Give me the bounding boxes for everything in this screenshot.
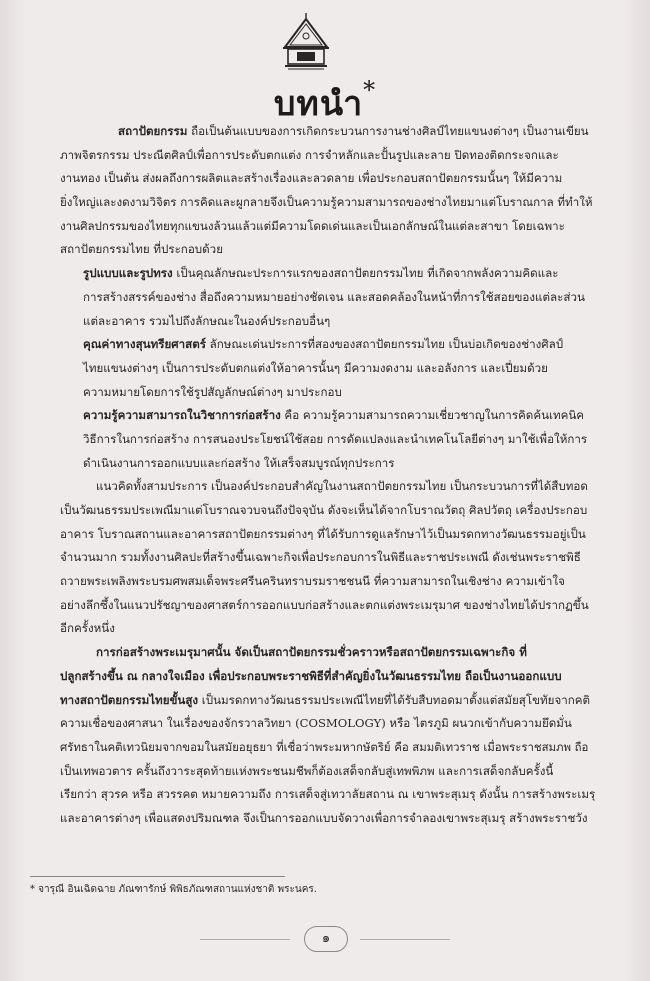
line-text: จำนวนมาก รวมทั้งงานศิลปะที่สร้างขึ้นเฉพาะกิจเพื่อประกอบการในพิธีและราชประเพณี ดังเช่นพระราชพิธี xyxy=(60,550,581,565)
line-text: อีกครั้งหนึ่ง xyxy=(60,621,115,636)
line-text: ถวายพระเพลิงพระบรมศพสมเด็จพระศรีนครินทราบรมราชชนนี ที่ความสามารถในเชิงช่าง ความเข้าใจ xyxy=(60,574,565,589)
line-text: ลักษณะเด่นประการที่สองของสถาปัตยกรรมไทย เป็นบ่อเกิดของช่างศิลป์ xyxy=(205,337,564,352)
bold-term: คุณค่าทางสุนทรียศาสตร์ xyxy=(83,337,206,352)
line-text: เรียกว่า สุวรค หรือ สวรรคต หมายความถึง การเสด็จสู่เทวาลัยสถาน ณ เขาพระสุเมรุ ดังนั้น การสร้างพระเมรุ xyxy=(60,787,595,802)
text-line xyxy=(60,712,595,736)
text-line xyxy=(60,167,595,191)
body-text xyxy=(60,120,595,831)
text-line xyxy=(60,381,595,405)
line-text: สถาปัตยกรรมไทย ที่ประกอบด้วย xyxy=(60,242,223,257)
text-line xyxy=(60,428,595,452)
text-line xyxy=(60,617,595,641)
text-line xyxy=(60,120,595,144)
ornament-line-left xyxy=(200,939,290,940)
text-line xyxy=(60,333,595,357)
line-text: เป็นมรดกทางวัฒนธรรมประเพณีไทยที่ได้รับสืบทอดมาตั้งแต่สมัยสุโขทัยจากคติ xyxy=(198,692,591,707)
text-line xyxy=(60,783,595,807)
page-number: ๑ xyxy=(304,926,348,952)
text-line xyxy=(60,452,595,476)
line-text: ไทยแขนงต่างๆ เป็นการประดับตกแต่งให้อาคารนั้นๆ มีความงดงาม และอลังการ และเปี่ยมด้วย xyxy=(83,360,548,375)
line-text: แต่ละอาคาร รวมไปถึงลักษณะในองค์ประกอบอื่นๆ xyxy=(83,313,331,328)
line-text: ยิ่งใหญ่และงดงามวิจิตร การคิดและผูกลายจึงเป็นความรู้ความสามารถของช่างไทยมาแต่โบราณกาล ที่ทำให้ xyxy=(60,195,593,210)
text-line xyxy=(60,736,595,760)
line-text: อาคาร โบราณสถานและอาคารสถาปัตยกรรมต่างๆ ที่ได้รับการดูแลรักษาไว้เป็นมรดกทางวัฒนธรรมอยู่เป็น xyxy=(60,526,586,541)
line-text: แนวคิดทั้งสามประการ เป็นองค์ประกอบสำคัญในงานสถาปัตยกรรมไทย เป็นกระบวนการที่ได้สืบทอด xyxy=(96,479,588,494)
text-line xyxy=(60,475,595,499)
text-line xyxy=(60,546,595,570)
text-line xyxy=(60,689,595,713)
line-text: ดำเนินงานการออกแบบและก่อสร้าง ให้เสร็จสมบูรณ์ทุกประการ xyxy=(83,455,395,470)
title-footnote-mark: * xyxy=(363,76,377,104)
text-line xyxy=(60,144,595,168)
text-line xyxy=(60,310,595,334)
text-line xyxy=(60,499,595,523)
bold-term: การก่อสร้างพระเมรุมาศนั้น จัดเป็นสถาปัตยกรรมชั่วคราวหรือสถาปัตยกรรมเฉพาะกิจ ที่ xyxy=(96,645,527,660)
bold-term: สถาปัตยกรรม xyxy=(118,124,188,138)
bold-term: รูปแบบและรูปทรง xyxy=(83,266,173,281)
text-line xyxy=(60,665,595,689)
text-line xyxy=(60,191,595,215)
line-text: งานศิลปกรรมของไทยทุกแขนงล้วนแล้วแต่มีความโดดเด่นและเป็นเอกลักษณ์ในแต่ละสาขา โดยเฉพาะ xyxy=(60,218,565,233)
bold-term: ทางสถาปัตยกรรมไทยขั้นสูง xyxy=(60,692,199,707)
line-text: คือ ความรู้ความสามารถความเชี่ยวชาญในการคิดค้นเทคนิค xyxy=(280,408,585,423)
text-line xyxy=(60,570,595,594)
line-text: เป็นวัฒนธรรมประเพณีมาแต่โบราณจวบจนถึงปัจจุบัน ดังจะเห็นได้จากโบราณวัตถุ ศิลปวัตถุ เครื่องประกอบ xyxy=(60,503,588,517)
line-text: ภาพจิตรกรรม ประณีตศิลป์เพื่อการประดับตกแต่ง การจำหลักและปั้นรูปและลาย ปิดทองติดกระจกและ xyxy=(60,147,559,162)
text-line xyxy=(60,404,595,428)
line-text: งานทอง เป็นต้น ส่งผลถึงการผลิตและสร้างเรื่องและลวดลาย เพื่อประกอบสถาปัตยกรรมนั้นๆ ให้มีความ xyxy=(60,171,563,186)
line-text: วิธีการในการก่อสร้าง การสนองประโยชน์ใช้สอย การดัดแปลงและนำเทคโนโลยีต่างๆ มาใช้เพื่อให้การ xyxy=(83,431,588,446)
footnote: * จารุณี อินเฉิดฉาย ภัณฑารักษ์ พิพิธภัณฑสถานแห่งชาติ พระนคร. xyxy=(30,884,317,895)
line-text: ความหมายโดยการใช้รูปสัญลักษณ์ต่างๆ มาประกอบ xyxy=(83,384,342,399)
line-text: การสร้างสรรค์ของช่าง สื่อถึงความหมายอย่างชัดเจน และสอดคล้องในหน้าที่การใช้สอยของแต่ละส่วน xyxy=(83,289,585,304)
line-text: ศรัทธาในคติเทวนิยมจากขอมในสมัยอยุธยา ที่เชื่อว่าพระมหากษัตริย์ คือ สมมติเทวราช เมื่อพระราชสมภพ ถือ xyxy=(60,739,589,754)
text-line xyxy=(60,594,595,618)
footnote-divider xyxy=(30,876,285,877)
text-line xyxy=(60,215,595,239)
bold-term: ความรู้ความสามารถในวิชาการก่อสร้าง xyxy=(83,408,281,423)
line-text: ความเชื่อของศาสนา ในเรื่องของจักรวาลวิทยา (COSMOLOGY) หรือ ไตรภูมิ ผนวกเข้ากับความยึดมั่น xyxy=(60,716,572,731)
line-text: เป็นคุณลักษณะประการแรกของสถาปัตยกรรมไทย ที่เกิดจากพลังความคิดและ xyxy=(172,266,559,281)
line-text: เป็นเทพอวตาร ครั้นถึงวาระสุดท้ายแห่งพระชนมชีพก็ต้องเสด็จกลับสู่เทพพิภพ และการเสด็จกลับครั้งนี้ xyxy=(60,763,554,778)
ornament-line-right xyxy=(360,939,450,940)
line-text: ถือเป็นต้นแบบของการเกิดกระบวนการงานช่างศิลป์ไทยแขนงต่างๆ เป็นงานเขียน xyxy=(187,124,589,138)
line-text: อย่างลึกซึ้งในแนวปรัชญาของศาสตร์การออกแบบก่อสร้างและตกแต่งพระเมรุมาศ ของช่างไทยได้ปรากฏขึ้น xyxy=(60,597,589,612)
bold-term: ปลูกสร้างขึ้น ณ กลางใจเมือง เพื่อประกอบพระราชพิธีที่สำคัญยิ่งในวัฒนธรรมไทย ถือเป็นงานออกแบบ xyxy=(60,668,562,683)
page-title: บทนำ* xyxy=(273,76,377,124)
text-line xyxy=(60,238,595,262)
text-line xyxy=(60,760,595,784)
text-line xyxy=(60,641,595,665)
line-text: และอาคารต่างๆ เพื่อแสดงปริมณฑล จึงเป็นการออกแบบจัดวางเพื่อการจำลองเขาพระสุเมรุ สร้างพระราชวัง xyxy=(60,810,588,825)
page-number-ornament xyxy=(200,926,450,952)
text-line xyxy=(60,262,595,286)
text-line xyxy=(60,807,595,831)
thai-pavilion-emblem-icon xyxy=(282,12,330,70)
text-line xyxy=(60,357,595,381)
text-line xyxy=(60,523,595,547)
text-line xyxy=(60,286,595,310)
